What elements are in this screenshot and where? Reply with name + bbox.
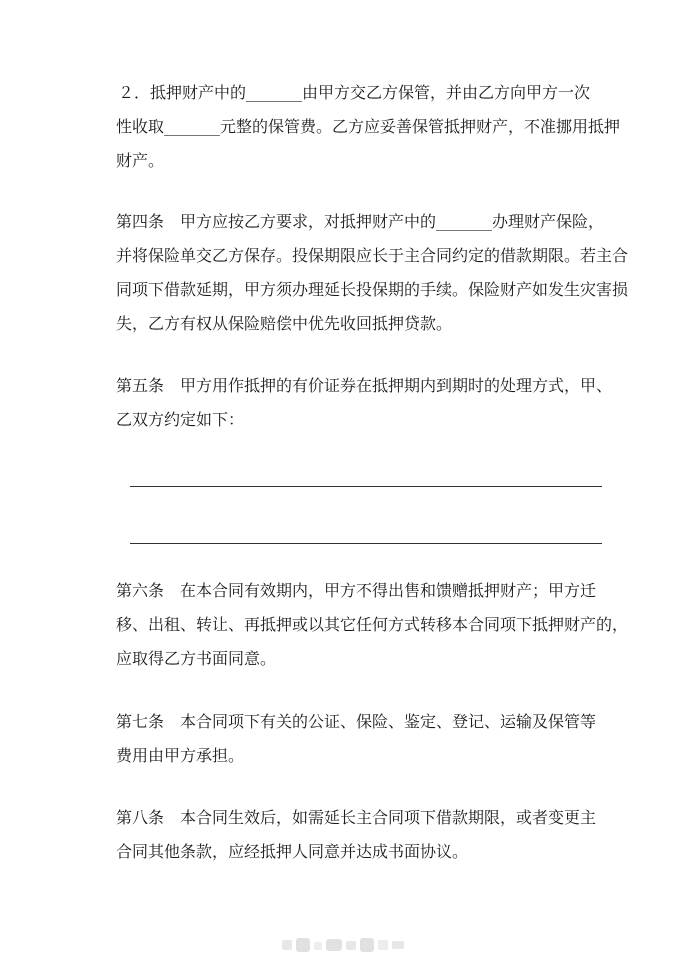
article-4-line-4: 失，乙方有权从保险赔偿中优先收回抵押贷款。 (116, 314, 453, 333)
article-7-line-1: 第七条 本合同项下有关的公证、保险、鉴定、登记、运输及保管等 (116, 712, 597, 731)
fill-in-blank-line-2 (130, 543, 602, 544)
clause-2 (116, 76, 621, 178)
clause-2-line-3: 财产。 (116, 151, 165, 170)
article-8-line-1: 第八条 本合同生效后，如需延长主合同项下借款期限，或者变更主 (116, 808, 597, 827)
fill-in-blank-line-1 (130, 486, 602, 487)
article-6-line-2: 移、出租、转让、再抵押或以其它任何方式转移本合同项下抵押财产的， (116, 615, 629, 634)
clause-2-line-1: ２．抵押财产中的_______由甲方交乙方保管，并由乙方向甲方一次 (118, 83, 591, 102)
article-8-line-2: 合同其他条款，应经抵押人同意并达成书面协议。 (116, 842, 469, 861)
article-6 (116, 574, 629, 676)
article-7 (116, 705, 610, 773)
article-4-line-3: 同项下借款延期，甲方须办理延长投保期的手续。保险财产如发生灾害损 (116, 280, 629, 299)
article-4-line-1: 第四条 甲方应按乙方要求，对抵押财产中的_______办理财产保险， (116, 212, 605, 231)
clause-2-line-2: 性收取_______元整的保管费。乙方应妥善保管抵押财产，不准挪用抵押 (116, 117, 621, 136)
article-4-line-2: 并将保险单交乙方保存。投保期限应长于主合同约定的借款期限。若主合 (116, 246, 629, 265)
watermark-logo (282, 936, 406, 954)
article-5 (116, 369, 613, 437)
article-4 (116, 205, 629, 341)
article-7-line-2: 费用由甲方承担。 (116, 746, 245, 765)
article-5-line-1: 第五条 甲方用作抵押的有价证券在抵押期内到期时的处理方式，甲、 (116, 376, 613, 395)
article-5-line-2: 乙双方约定如下： (116, 410, 245, 429)
article-6-line-3: 应取得乙方书面同意。 (116, 649, 277, 668)
article-8 (116, 801, 610, 869)
article-6-line-1: 第六条 在本合同有效期内，甲方不得出售和馈赠抵押财产；甲方迁 (116, 581, 597, 600)
